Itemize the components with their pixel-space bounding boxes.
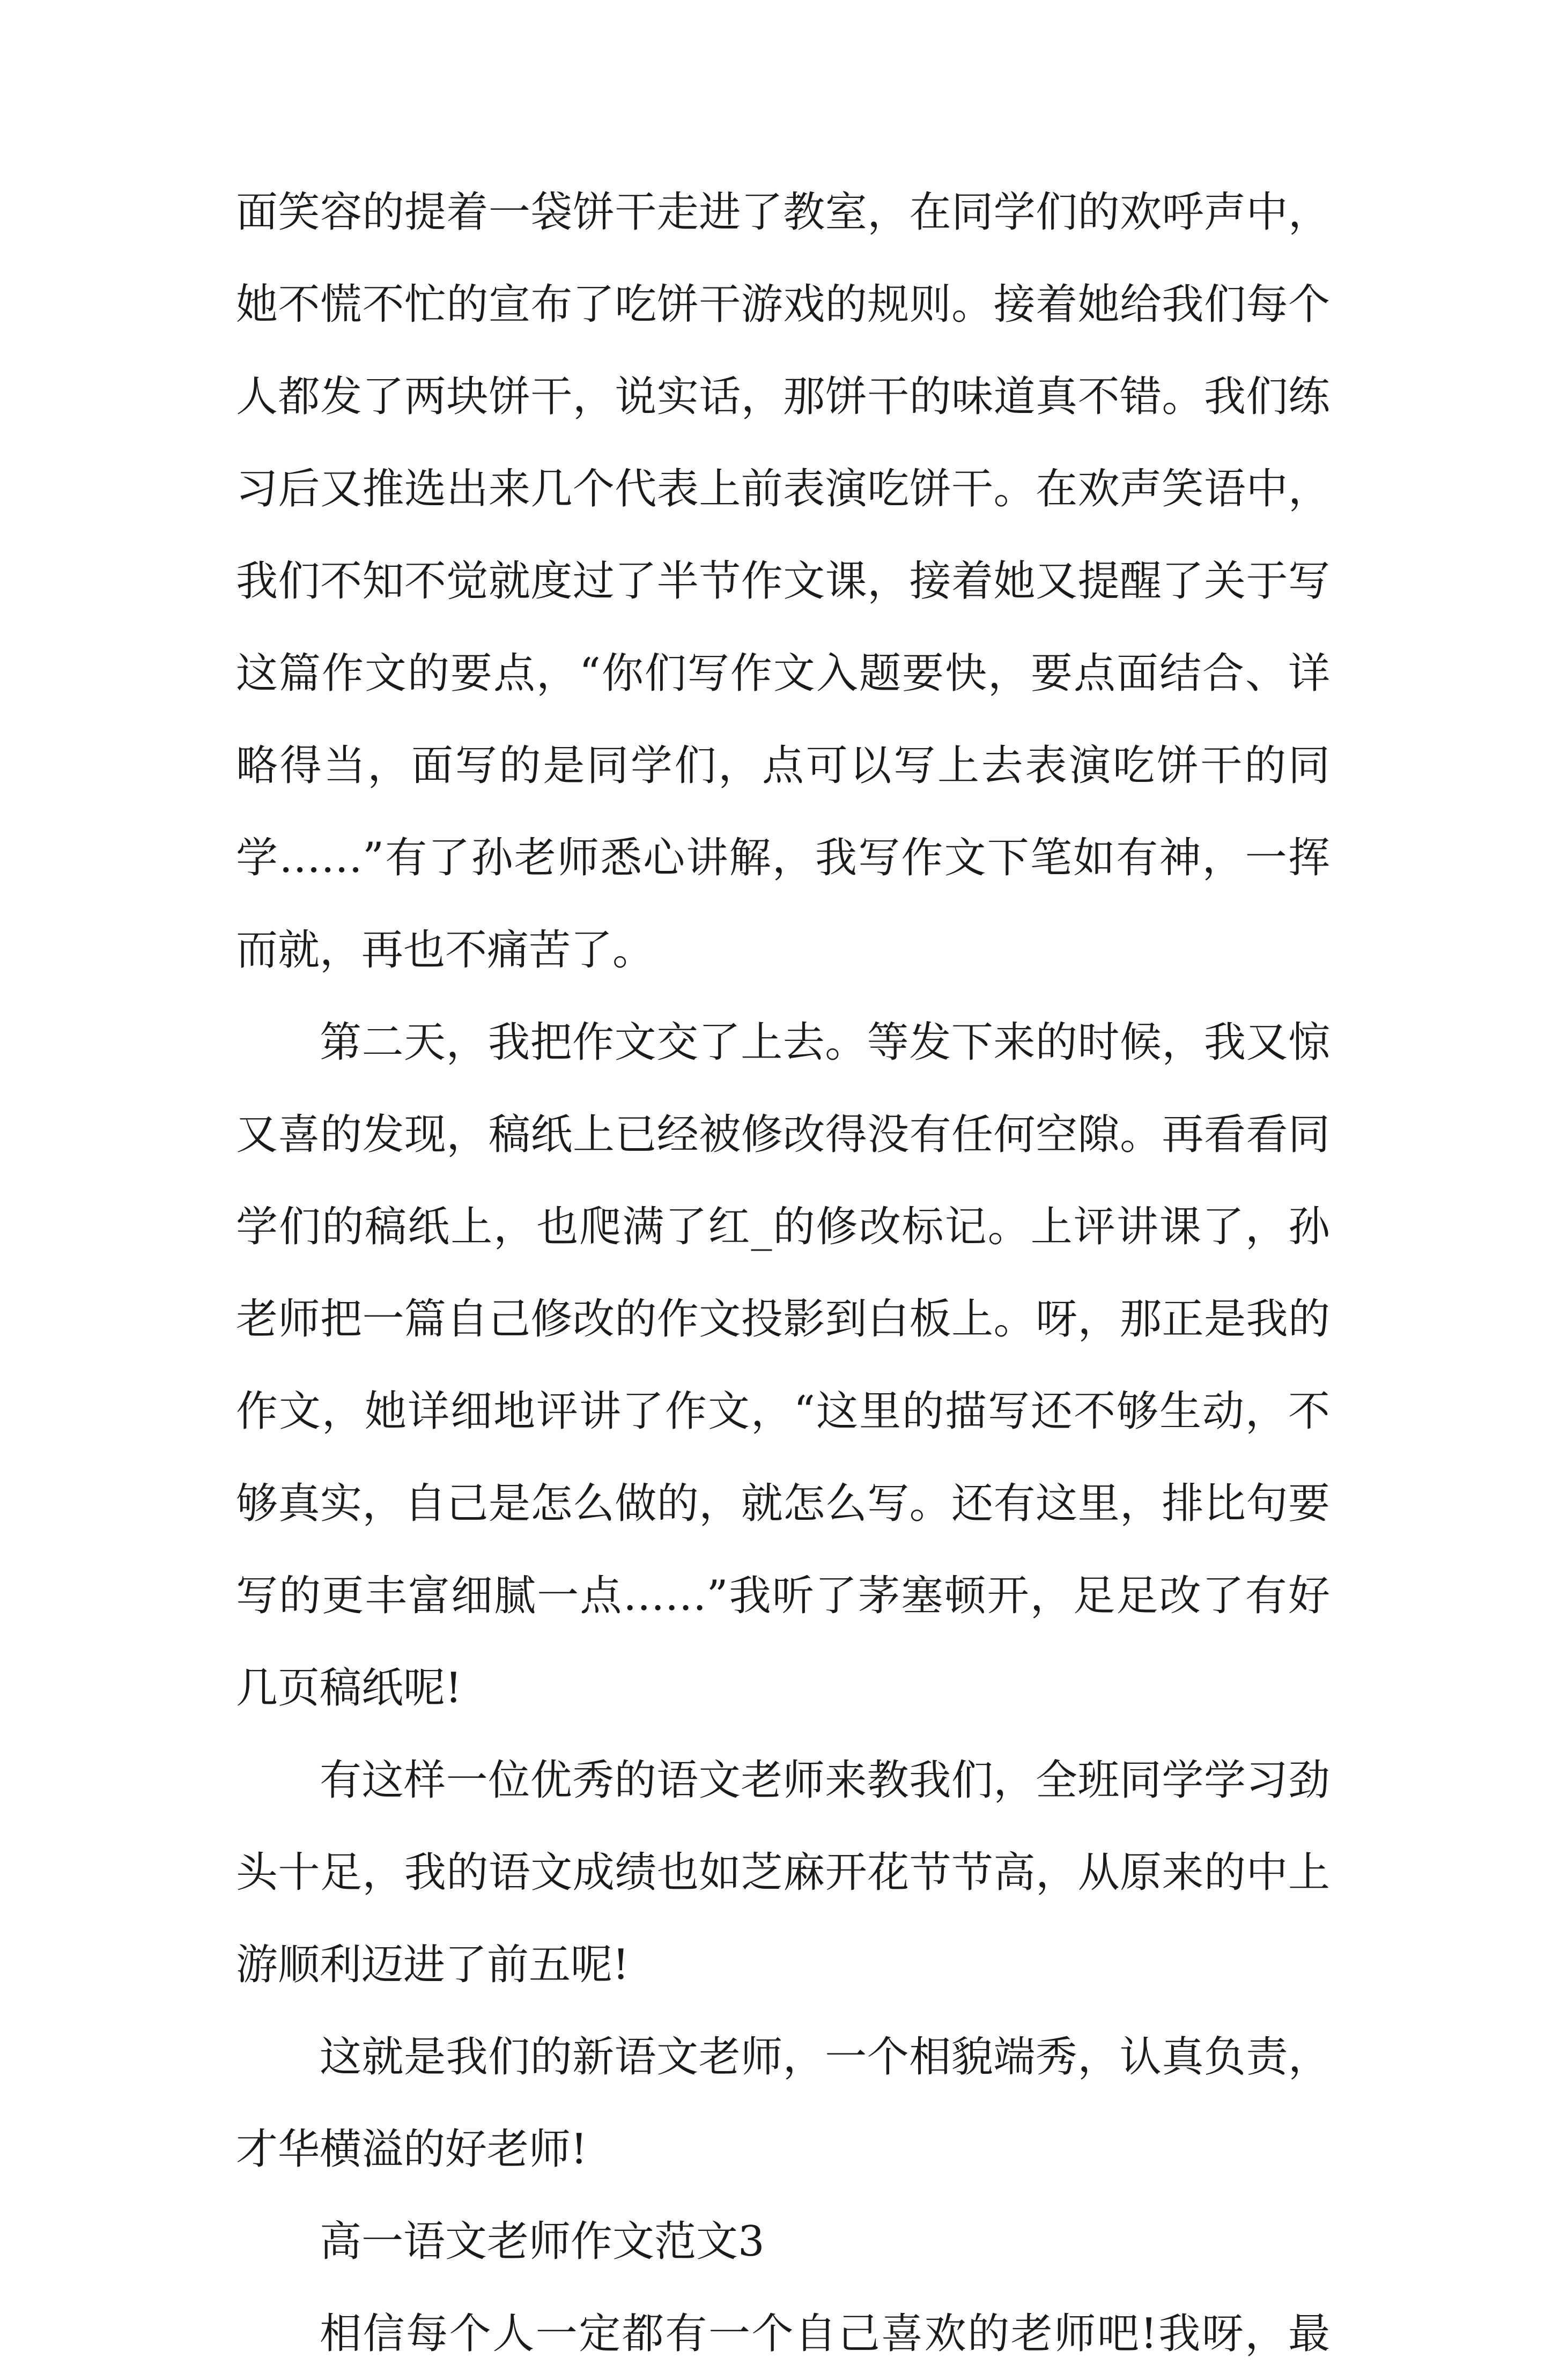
text-line: 习后又推选出来几个代表上前表演吃饼干。在欢声笑语中，	[236, 465, 1330, 513]
text-line: 作文，她详细地评讲了作文，“这里的描写还不够生动，不	[236, 1387, 1330, 1436]
text-line: 人都发了两块饼干，说实话，那饼干的味道真不错。我们练	[236, 373, 1330, 421]
text-line: 学……”有了孙老师悉心讲解，我写作文下笔如有神，一挥	[236, 834, 1330, 882]
text-line: 才华横溢的好老师!	[236, 2125, 588, 2174]
section-heading: 高一语文老师作文范文3	[320, 2218, 765, 2266]
text-line: 我们不知不觉就度过了半节作文课，接着她又提醒了关于写	[236, 557, 1330, 605]
text-line: 游顺利迈进了前五呢!	[236, 1941, 630, 1989]
paragraph-start-line: 第二天，我把作文交了上去。等发下来的时候，我又惊	[320, 1018, 1330, 1067]
paragraph-start-line: 有这样一位优秀的语文老师来教我们，全班同学学习劲	[320, 1756, 1330, 1805]
text-line: 面笑容的提着一袋饼干走进了教室，在同学们的欢呼声中，	[236, 188, 1330, 236]
text-line: 头十足，我的语文成绩也如芝麻开花节节高，从原来的中上	[236, 1849, 1330, 1897]
text-line: 写的更丰富细腻一点……”我听了茅塞顿开，足足改了有好	[236, 1572, 1330, 1620]
text-line: 又喜的发现，稿纸上已经被修改得没有任何空隙。再看看同	[236, 1111, 1330, 1159]
text-line: 够真实，自己是怎么做的，就怎么写。还有这里，排比句要	[236, 1480, 1330, 1528]
essay-body	[236, 166, 1330, 2380]
text-line: 而就，再也不痛苦了。	[236, 926, 655, 974]
text-line: 学们的稿纸上，也爬满了红_的修改标记。上评讲课了，孙	[236, 1203, 1330, 1251]
text-line: 略得当，面写的是同学们，点可以写上去表演吃饼干的同	[236, 742, 1330, 790]
text-line: 老师把一篇自己修改的作文投影到白板上。呀，那正是我的	[236, 1295, 1330, 1343]
text-line: 这篇作文的要点，“你们写作文入题要快，要点面结合、详	[236, 649, 1330, 698]
paragraph-start-line: 这就是我们的新语文老师，一个相貌端秀，认真负责，	[320, 2033, 1330, 2081]
paragraph-start-line: 相信每个人一定都有一个自己喜欢的老师吧!我呀，最	[320, 2310, 1330, 2358]
text-line: 几页稿纸呢!	[236, 1664, 462, 1712]
text-line: 她不慌不忙的宣布了吃饼干游戏的规则。接着她给我们每个	[236, 280, 1330, 329]
